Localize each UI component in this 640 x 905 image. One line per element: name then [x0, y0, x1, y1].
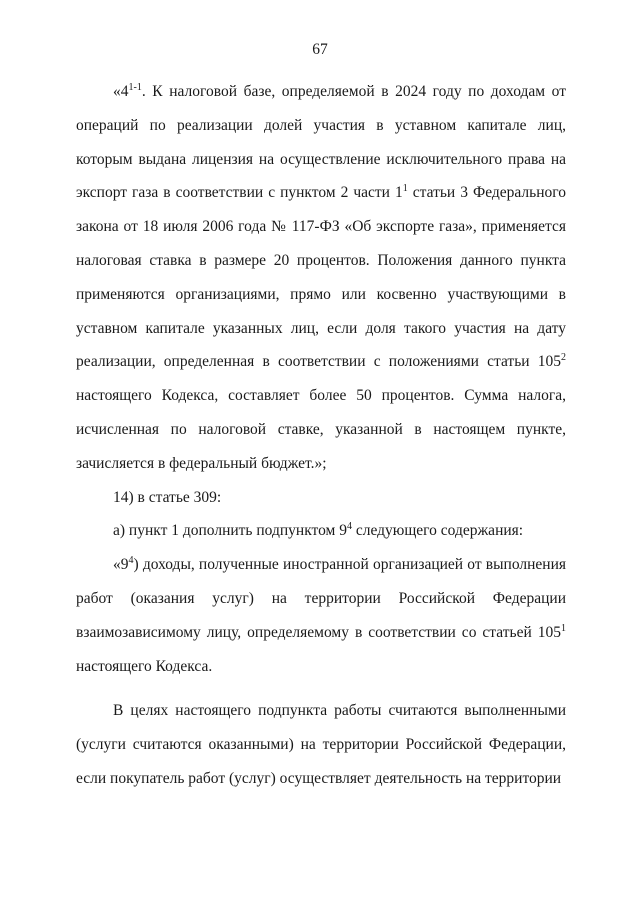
- p4-superscript-b: 1: [561, 622, 566, 634]
- document-body: [76, 75, 566, 796]
- p1-superscript-c: 2: [561, 352, 566, 364]
- p2-text: 14) в статье 309:: [113, 488, 222, 506]
- p1-text-b: . К налоговой базе, определяемой в 2024 году по доходам от операций по реализации долей участия в уставном капитале лиц, которым выдана лицензия на осуществление исключительного права на экспорт газа в соответствии с пунктом 2 части 1: [76, 83, 566, 202]
- p3-text-b: следующего содержания:: [351, 522, 524, 540]
- p1-superscript-a: 1-1: [128, 82, 142, 93]
- p1-text-c: статьи 3 Федерального закона от 18 июля 2006 года № 117-ФЗ «Об экспорте газа», применяется налоговая ставка в размере 20 процентов. Положения данного пункта применяются организациями, прямо или косвенно участвующими в уставном капитале указанных лиц, если доля такого участия на дату реализации, определенная в соответствии с положениями статьи 105: [76, 184, 567, 371]
- p4-superscript-a: 4: [128, 555, 134, 567]
- p5-text: В целях настоящего подпункта работы считаются выполненными (услуги считаются оказанными) на территории Российской Федерации, если покупатель работ (услуг) осуществляет деятельность на территории: [76, 702, 566, 787]
- paragraph-item-14: [76, 481, 566, 515]
- page-number: 67: [312, 41, 328, 58]
- paragraph-subitem-9-4: [76, 548, 566, 683]
- p4-text-b: ) доходы, полученные иностранной организацией от выполнения работ (оказания услуг) на территории Российской Федерации взаимозависимому лицу, определяемому в соответствии со статьей 105: [76, 556, 566, 641]
- paragraph-work-location: [76, 694, 566, 795]
- paragraph-subitem-a: [76, 514, 566, 548]
- p1-text-d: настоящего Кодекса, составляет более 50 процентов. Сумма налога, исчисленная по налоговой ставке, указанной в настоящем пункте, зачисляется в федеральный бюджет.»;: [76, 387, 566, 472]
- p1-superscript-b: 1: [402, 183, 408, 195]
- p4-text-a: «9: [113, 556, 129, 574]
- p3-text-a: а) пункт 1 дополнить подпунктом 9: [113, 522, 347, 540]
- p3-superscript-a: 4: [346, 521, 352, 533]
- p1-text-a: «4: [113, 83, 129, 100]
- paragraph-tax-rate-4-1-1: [76, 75, 566, 481]
- p4-text-c: настоящего Кодекса.: [76, 657, 213, 675]
